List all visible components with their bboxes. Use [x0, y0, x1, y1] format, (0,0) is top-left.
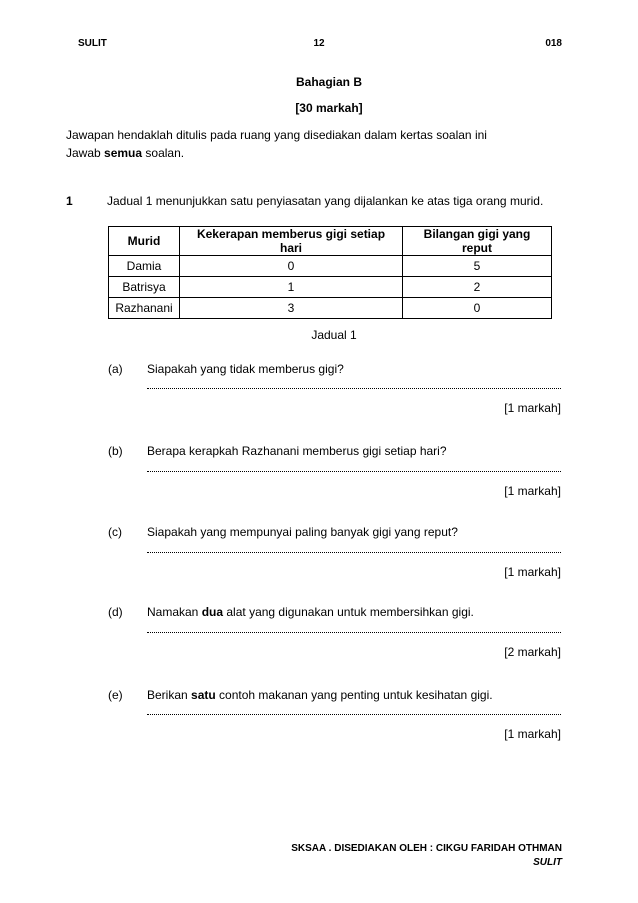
part-a-text: Siapakah yang tidak memberus gigi?	[147, 362, 344, 376]
data-table	[108, 226, 552, 319]
table-cell: 3	[180, 298, 403, 319]
table-header-cell: Kekerapan memberus gigi setiap hari	[180, 227, 403, 256]
section-marks: [30 markah]	[295, 101, 363, 115]
part-e-question	[147, 688, 493, 702]
part-d-label: (d)	[108, 605, 123, 619]
table-caption: Jadual 1	[311, 328, 357, 342]
instruction-prefix: Jawab	[66, 146, 105, 160]
table-header-cell: Murid	[109, 227, 180, 256]
table-row	[109, 256, 552, 277]
header-left-label: SULIT	[78, 38, 107, 49]
part-d-bold: dua	[201, 605, 224, 619]
part-a-label: (a)	[108, 362, 123, 376]
part-a-question	[147, 362, 344, 376]
footer-credit: SKSAA . DISEDIAKAN OLEH : CIKGU FARIDAH OTHMAN	[291, 843, 562, 854]
paper-code: 018	[545, 38, 562, 49]
part-e-text: Berikan	[147, 688, 192, 702]
table-cell: 0	[403, 298, 552, 319]
table-cell: 1	[180, 277, 403, 298]
question-number: 1	[66, 194, 73, 208]
part-d-question	[147, 605, 474, 619]
table-cell: 5	[403, 256, 552, 277]
part-b-answer-line[interactable]	[147, 470, 561, 472]
part-e-text-post: contoh makanan yang penting untuk kesihatan gigi.	[215, 688, 493, 702]
table-row	[109, 298, 552, 319]
part-c-text: Siapakah yang mempunyai paling banyak gigi yang reput?	[147, 525, 458, 539]
part-a-answer-line[interactable]	[147, 387, 561, 389]
part-d-text-post: alat yang digunakan untuk membersihkan gigi.	[223, 605, 474, 619]
question-stem: Jadual 1 menunjukkan satu penyiasatan yang dijalankan ke atas tiga orang murid.	[107, 194, 544, 208]
instruction-bold: semua	[104, 146, 143, 160]
table-cell: Razhanani	[109, 298, 180, 319]
table-cell: 2	[403, 277, 552, 298]
part-e-marks: [1 markah]	[504, 727, 561, 741]
part-b-label: (b)	[108, 444, 123, 458]
instruction-line-1: Jawapan hendaklah ditulis pada ruang yang disediakan dalam kertas soalan ini	[66, 128, 487, 142]
part-b-text: Berapa kerapkah Razhanani memberus gigi setiap hari?	[147, 444, 447, 458]
part-d-text: Namakan	[147, 605, 202, 619]
table-row	[109, 277, 552, 298]
section-title: Bahagian B	[295, 75, 362, 89]
part-c-answer-line[interactable]	[147, 551, 561, 553]
instruction-suffix: soalan.	[142, 146, 185, 160]
instruction-line-2	[66, 146, 184, 160]
part-c-label: (c)	[108, 525, 122, 539]
part-b-question	[147, 444, 447, 458]
table-cell: Damia	[109, 256, 180, 277]
part-c-marks: [1 markah]	[504, 565, 561, 579]
table-header-cell: Bilangan gigi yang reput	[403, 227, 552, 256]
part-b-marks: [1 markah]	[504, 484, 561, 498]
part-e-answer-line[interactable]	[147, 713, 561, 715]
page-number: 12	[313, 38, 325, 49]
table-header-row	[109, 227, 552, 256]
part-c-question	[147, 525, 458, 539]
table-cell: Batrisya	[109, 277, 180, 298]
part-e-label: (e)	[108, 688, 123, 702]
footer-sulit: SULIT	[533, 857, 562, 868]
part-d-answer-line[interactable]	[147, 631, 561, 633]
table-cell: 0	[180, 256, 403, 277]
part-e-bold: satu	[191, 688, 216, 702]
part-a-marks: [1 markah]	[504, 401, 561, 415]
part-d-marks: [2 markah]	[504, 645, 561, 659]
